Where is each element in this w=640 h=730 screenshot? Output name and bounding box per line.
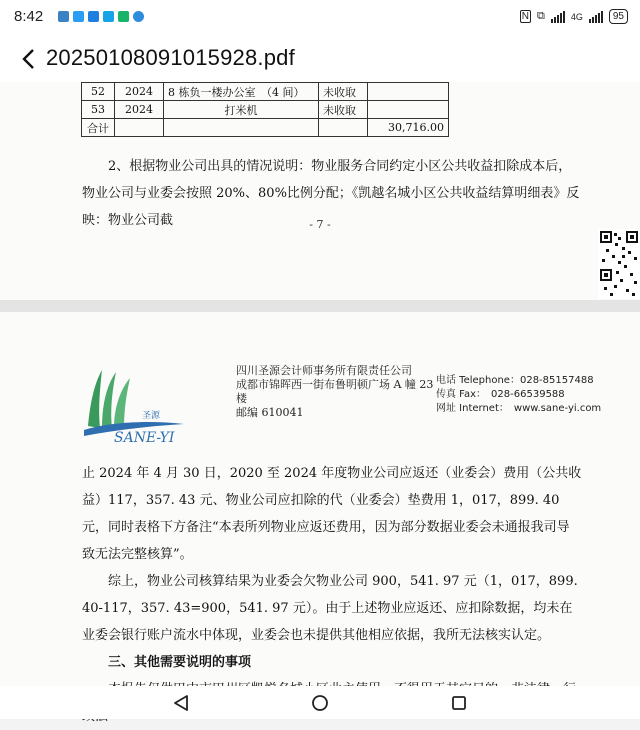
company-website: 网址 Internet： www.sane-yi.com: [436, 403, 602, 414]
table-cell-no: 合计: [82, 119, 115, 137]
pdf-page-8: [0, 312, 640, 686]
paragraph-b: 综上，物业公司核算结果为业委会欠物业公司 900，541. 97 元（1，017，899. 40-117，357. 43=900，541. 97 元）。由于上述物业应返还、应扣除数据，均未在业委会银行账户流水中体现，业委会也未提供其他相应依据，我所无法核实认定。: [82, 574, 578, 643]
table-cell-item: 8 栋负一楼办公室 （4 间）: [164, 83, 319, 101]
status-bar: [0, 0, 640, 36]
app-notification-icon: [118, 11, 129, 22]
table-cell-year: [115, 119, 164, 137]
letterhead-left: [236, 364, 433, 420]
vibrate-icon: ⧉: [537, 10, 545, 22]
app-notification-icon: [73, 11, 84, 22]
table-cell-amount: 30,716.00: [368, 119, 449, 137]
back-button[interactable]: [14, 44, 42, 74]
table-cell-amount: [368, 101, 449, 119]
table-row: [82, 101, 449, 119]
table-row-total: [82, 119, 449, 137]
table-cell-year: 2024: [115, 101, 164, 119]
title-bar: [0, 36, 640, 82]
company-postcode: 邮编 610041: [236, 406, 304, 419]
app-notification-icon: [58, 11, 69, 22]
company-fax: 传真 Fax： 028-66539588: [436, 389, 565, 400]
sane-yi-logo-icon: [80, 364, 190, 444]
battery-level: 95: [612, 11, 624, 22]
pdf-page-7: [0, 82, 640, 301]
back-arrow-icon: [21, 48, 35, 70]
app-notification-icon: [133, 11, 144, 22]
system-nav-bar: [0, 686, 640, 719]
signal-icon-2: [589, 11, 603, 23]
qr-code-icon: [598, 229, 640, 299]
file-title: 20250108091015928.pdf: [46, 45, 295, 70]
network-type: 4G: [570, 11, 583, 22]
page-gap: [0, 300, 640, 312]
table-cell-year: 2024: [115, 83, 164, 101]
company-name: 四川圣源会计师事务所有限责任公司: [236, 364, 412, 377]
letterhead-right: [436, 374, 601, 416]
nav-home-icon: [311, 694, 329, 712]
section-heading-3: 三、其他需要说明的事项: [108, 655, 252, 670]
nav-recents-button[interactable]: [448, 692, 470, 714]
company-address-cont: 楼: [236, 392, 247, 405]
table-cell-amount: [368, 83, 449, 101]
logo-text-en: SANE-YI: [114, 430, 175, 444]
table-cell-item: [164, 119, 319, 137]
paragraph-a: 止 2024 年 4 月 30 日，2020 至 2024 年度物业公司应返还（业委会）费用（公共收益）117，357. 43 元、物业公司应扣除的代（业委会）垫费用 1，017，899. 40 元，同时表格下方备注“本表所列物业应返还费用，因为部分数据业委会未通报我司导致无法完整核算”。: [82, 466, 582, 562]
nfc-icon: N: [521, 11, 529, 22]
nav-back-icon: [173, 694, 189, 712]
status-time: 8:42: [14, 8, 44, 25]
table-cell-status: 未收取: [319, 83, 368, 101]
nav-recents-icon: [451, 695, 467, 711]
table-cell-item: 打米机: [164, 101, 319, 119]
notification-icons: [58, 11, 144, 22]
table-cell-status: 未收取: [319, 101, 368, 119]
battery-icon: [609, 9, 628, 24]
logo-text-cn: 圣源: [142, 411, 161, 421]
table-row: [82, 83, 449, 101]
page-number: - 7 -: [309, 218, 331, 231]
company-phone: 电话 Telephone：028-85157488: [436, 375, 594, 386]
status-right: [520, 9, 628, 24]
signal-icon: [551, 11, 565, 23]
nav-back-button[interactable]: [170, 692, 192, 714]
app-notification-icon: [103, 11, 114, 22]
revenue-table: [81, 82, 449, 137]
table-cell-status: [319, 119, 368, 137]
nav-home-button[interactable]: [309, 692, 331, 714]
company-address: 成都市锦晖西一街布鲁明顿广场 A 幢 23: [236, 378, 434, 391]
app-notification-icon: [88, 11, 99, 22]
paragraph-2: 2、根据物业公司出具的情况说明：物业服务合同约定小区公共收益扣除成本后，物业公司与业委会按照 20%、80%比例分配；《凯越名城小区公共收益结算明细表》反映：物业公司截: [82, 159, 580, 228]
table-cell-no: 52: [82, 83, 115, 101]
table-cell-no: 53: [82, 101, 115, 119]
